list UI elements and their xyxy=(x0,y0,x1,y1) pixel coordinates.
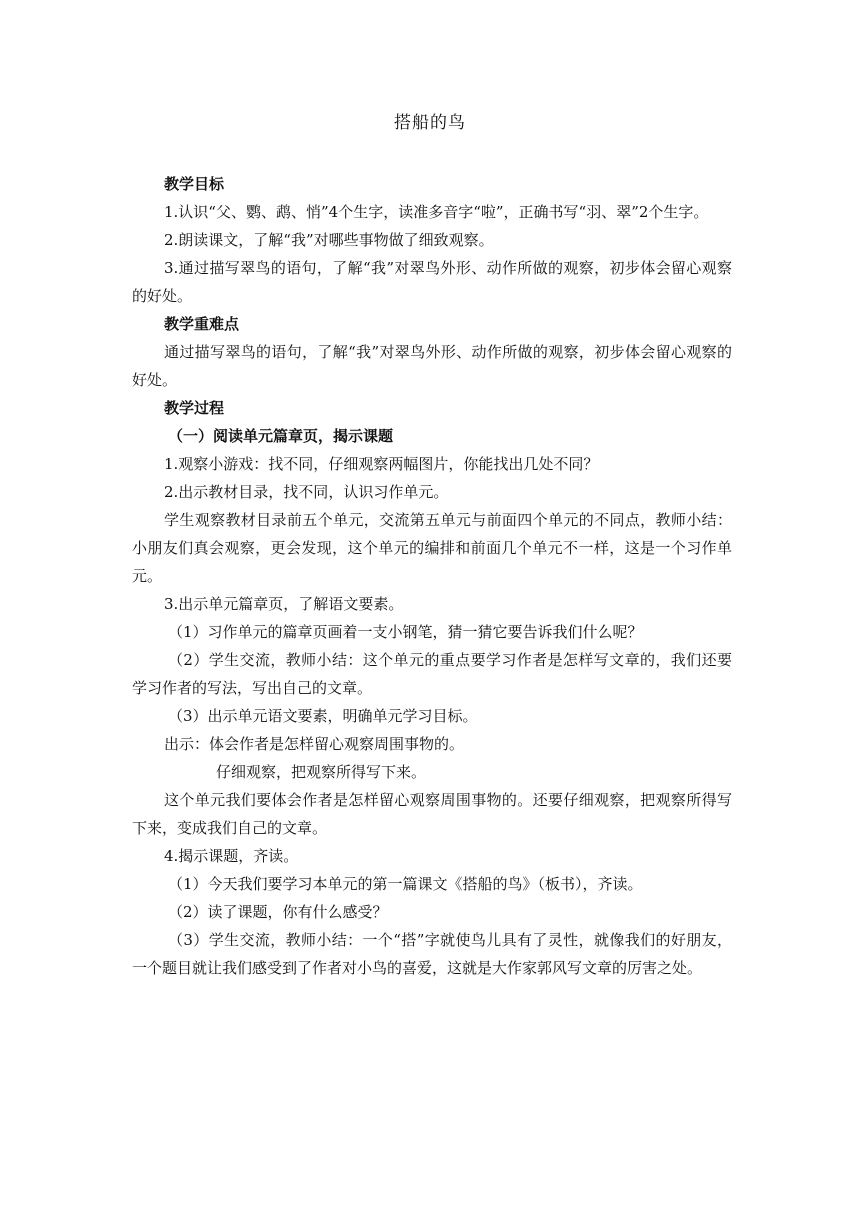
section-heading-key-points: 教学重难点 xyxy=(164,315,240,333)
step-3-2: （2）学生交流，教师小结：这个单元的重点要学习作者是怎样写文章的，我们还要学习作者的写法，写出自己的文章。 xyxy=(132,651,732,697)
section-heading-process: 教学过程 xyxy=(164,399,225,417)
step-2-text: 学生观察教材目录前五个单元，交流第五单元与前面四个单元的不同点，教师小结：小朋友们真会观察，更会发现，这个单元的编排和前面几个单元不一样，这是一个习作单元。 xyxy=(132,511,732,585)
step-4: 4.揭示课题，齐读。 xyxy=(164,847,299,865)
step-4-1: （1）今天我们要学习本单元的第一篇课文《搭船的鸟》（板书），齐读。 xyxy=(168,875,643,893)
goal-item-1: 1.认识“父、鹦、鹉、悄”4个生字，读准多音字“啦”，正确书写“羽、翠”2个生字。 xyxy=(164,203,709,221)
document-title: 搭船的鸟 xyxy=(394,113,466,133)
step-4-2: （2）读了课题，你有什么感受？ xyxy=(168,903,388,921)
step-3-1: （1）习作单元的篇章页画着一支小钢笔，猜一猜它要告诉我们什么呢？ xyxy=(168,623,643,641)
document-body xyxy=(132,170,732,982)
step-3-text: 这个单元我们要体会作者是怎样留心观察周围事物的。还要仔细观察，把观察所得写下来，变成我们自己的文章。 xyxy=(132,791,732,837)
goal-item-2: 2.朗读课文，了解“我”对哪些事物做了细致观察。 xyxy=(164,231,494,249)
step-1: 1.观察小游戏：找不同，仔细观察两幅图片，你能找出几处不同？ xyxy=(164,455,599,473)
step-4-3: （3）学生交流，教师小结：一个“搭”字就使鸟儿具有了灵性，就像我们的好朋友，一个题目就让我们感受到了作者对小鸟的喜爱，这就是大作家郭风写文章的厉害之处。 xyxy=(132,931,732,977)
goal-item-3: 3.通过描写翠鸟的语句，了解“我”对翠鸟外形、动作所做的观察，初步体会留心观察的好处。 xyxy=(132,259,732,305)
step-3: 3.出示单元篇章页，了解语文要素。 xyxy=(164,595,404,613)
key-points-text: 通过描写翠鸟的语句，了解“我”对翠鸟外形、动作所做的观察，初步体会留心观察的好处。 xyxy=(132,343,732,389)
section-heading-goals: 教学目标 xyxy=(164,175,225,193)
step-3-3: （3）出示单元语文要素，明确单元学习目标。 xyxy=(168,707,478,725)
subsection-heading-part1: （一）阅读单元篇章页，揭示课题 xyxy=(168,427,394,445)
show-line-2: 仔细观察，把观察所得写下来。 xyxy=(216,763,427,781)
show-line-1: 出示：体会作者是怎样留心观察周围事物的。 xyxy=(164,735,465,753)
step-2: 2.出示教材目录，找不同，认识习作单元。 xyxy=(164,483,449,501)
